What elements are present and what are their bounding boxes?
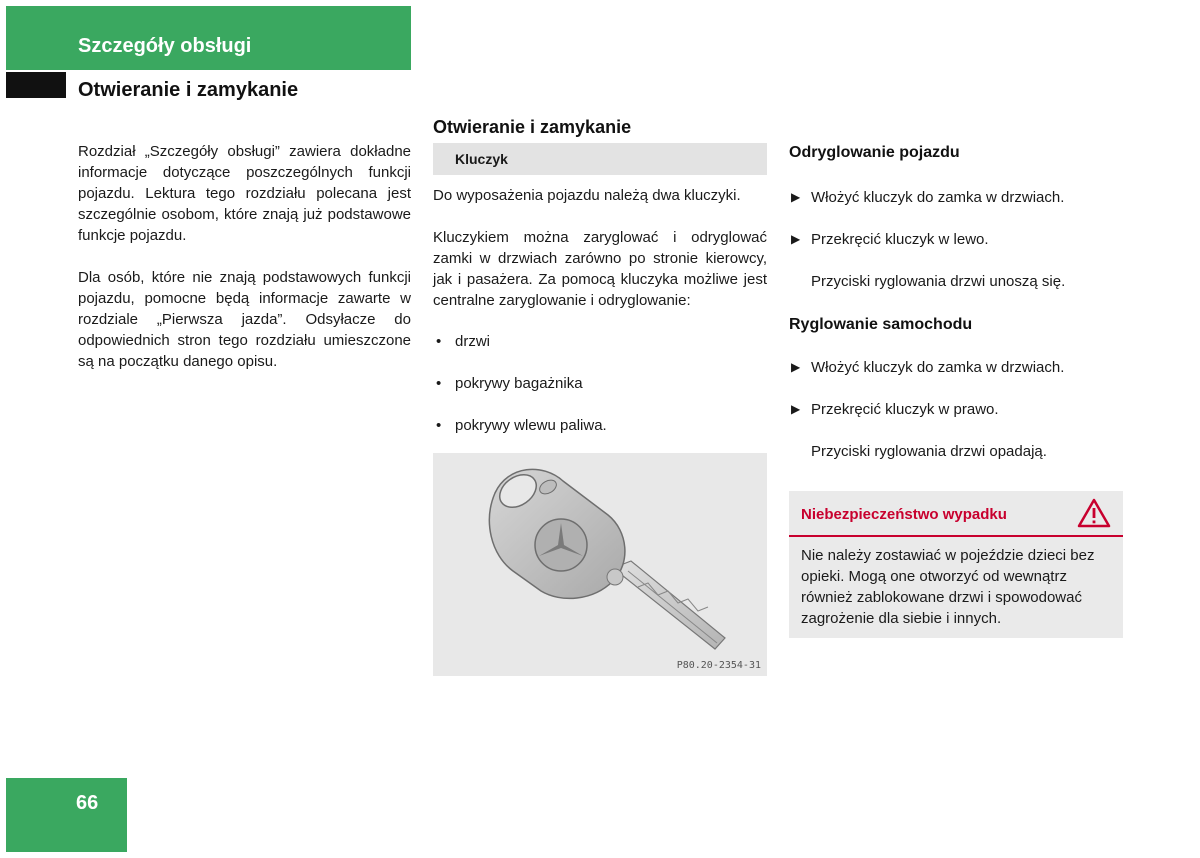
step-item [789,399,1123,420]
intro-paragraph-2: Dla osób, które nie znają podstawowych funkcji pojazdu, pomocne będą informacje zawarte w rozdziale „Pierwsza jazda”. Odsyłacze do odpowiednich stron tego rozdziału umieszczone są na początku danego opisu. [78,269,411,370]
section-title: Otwieranie i zamykanie [78,79,299,101]
list-item [433,373,767,394]
bullet-icon: • [436,375,442,392]
step-arrow-icon: ▶ [791,190,801,204]
bullet-icon: • [436,333,442,350]
bullet-icon: • [436,417,442,434]
intro-paragraph-1: Rozdział „Szczegóły obsługi” zawiera dokładne informacje dotyczące poszczególnych funkcji pojazdu. Lektura tego rozdziału polecana jest szczególnie osobom, które znają już podstawowe funkcje pojazdu. [78,143,411,244]
subheading-bar [433,143,767,175]
unlock-result: Przyciski ryglowania drzwi unoszą się. [811,273,1066,290]
step-item [789,187,1123,208]
list-item-text: pokrywy wlewu paliwa. [455,417,607,434]
key-illustration [433,453,767,676]
section-marker [6,72,66,98]
page-number-tab [6,778,127,852]
lock-result: Przyciski ryglowania drzwi opadają. [811,443,1047,460]
warning-text: Nie należy zostawiać w pojeździe dzieci bez opieki. Mogą one otworzyć od wewnątrz również zablokowane drzwi i spowodować zagrożenie dla siebie i innych. [801,547,1095,627]
chapter-tab [6,6,411,70]
list-item [433,415,767,436]
lock-paragraph: Kluczykiem można zaryglować i odryglować zamki w drzwiach zarówno po stronie kierowcy, jak i pasażera. Za pomocą kluczyka możliwe jest centralne zaryglowanie i odryglowanie: [433,229,767,309]
step-arrow-icon: ▶ [791,232,801,246]
step-arrow-icon: ▶ [791,402,801,416]
warning-box [789,491,1123,638]
warning-divider [789,535,1123,537]
keys-paragraph: Do wyposażenia pojazdu należą dwa kluczyki. [433,187,741,204]
step-item [789,229,1123,250]
car-key-icon [433,453,767,676]
list-item-text: drzwi [455,333,491,350]
list-item-text: pokrywy bagażnika [455,375,583,392]
step-text: Włożyć kluczyk do zamka w drzwiach. [811,359,1065,376]
column-heading: Otwieranie i zamykanie [433,117,632,137]
chapter-title: Szczegóły obsługi [78,35,252,57]
step-arrow-icon: ▶ [791,360,801,374]
warning-triangle-icon [1077,498,1111,528]
lock-heading: Ryglowanie samochodu [789,316,973,333]
warning-title: Niebezpieczeństwo wypadku [801,506,1007,523]
unlock-heading: Odryglowanie pojazdu [789,144,960,161]
step-item [789,357,1123,378]
step-text: Przekręcić kluczyk w prawo. [811,401,999,418]
page-number: 66 [76,792,99,814]
step-text: Włożyć kluczyk do zamka w drzwiach. [811,189,1065,206]
figure-code: P80.20-2354-31 [676,660,761,671]
list-item [433,331,767,352]
step-text: Przekręcić kluczyk w lewo. [811,231,989,248]
subheading-key: Kluczyk [455,151,508,167]
